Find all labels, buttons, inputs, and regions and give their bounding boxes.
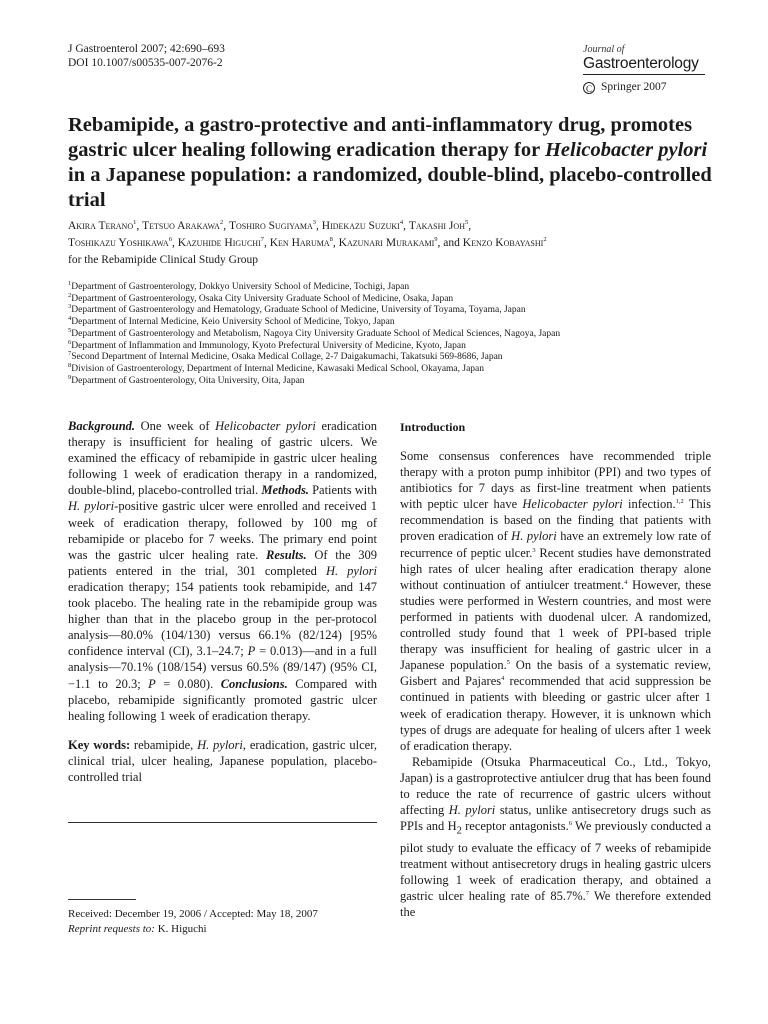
affiliation-text: Department of Gastroenterology, Dokkyo University School of Medicine, Tochigi, Japan <box>71 282 410 292</box>
affiliation-text: Second Department of Internal Medicine, Osaka Medical Collage, 2-7 Daigakumachi, Takatsuki 569-8686, Japan <box>71 352 503 363</box>
copyright-text: Springer 2007 <box>601 81 667 93</box>
affiliation-item <box>68 305 718 317</box>
author-affil-ref: 7 <box>260 236 264 244</box>
author-name: Toshikazu Yoshikawa <box>68 237 169 249</box>
abstract-text: One week of <box>135 419 216 433</box>
affiliation-item <box>68 314 718 329</box>
body-text: We therefore extended the <box>400 889 711 920</box>
affiliation-text: Division of Gastroenterology, Department of Internal Medicine, Kawasaki Medical School, Okayama, Japan <box>71 363 485 374</box>
journal-of-label: Journal of <box>583 44 625 55</box>
affiliation-number: 8 <box>68 361 72 369</box>
body-text: Rebamipide (Otsuka Pharmaceutical Co., Ltd., Tokyo, Japan) is a gastroprotective antiulcer drug that has been found to reduce the rate of recurrence of gastric ulcers without affecting <box>400 754 711 818</box>
keywords-label: Key words: <box>68 737 131 752</box>
section-heading-introduction: Introduction <box>400 420 466 434</box>
affiliation-item <box>68 373 718 388</box>
footnote-divider <box>68 899 136 900</box>
copyright-line <box>583 80 666 94</box>
author-affil-ref: 6 <box>168 236 172 244</box>
article-title <box>68 113 718 213</box>
footnote <box>68 907 377 937</box>
body-text: have an extremely low rate of recurrence of peptic ulcer. <box>400 529 712 560</box>
affiliation-text: Department of Inflammation and Immunology, Kyoto Prefectural University of Medicine, Kyoto, Japan <box>71 340 466 351</box>
study-group: for the Rebamipide Clinical Study Group <box>68 254 259 266</box>
citation-ref: 6 <box>568 820 572 827</box>
abstract-heading-methods: Methods. <box>261 483 309 498</box>
keywords-text: , eradication, gastric ulcer, clinical trial, ulcer healing, Japanese population, placebo-controlled trial <box>68 737 377 784</box>
abstract-italic: P <box>247 644 256 659</box>
keywords-text: rebamipide, <box>130 737 198 752</box>
affiliation-list <box>68 279 718 387</box>
body-text: However, these studies were performed in Western countries, and most were performed in patients with duodenal ulcer. A randomized, controlled study found that 1 week of PPI-based triple therapy was insufficient for healing of gastric ulcer in a Japanese population. <box>400 577 711 673</box>
author-affil-ref: 8 <box>329 236 333 244</box>
abstract-column <box>68 418 377 785</box>
affiliation-item <box>68 291 718 306</box>
abstract-heading-conclusions: Conclusions. <box>220 676 288 691</box>
author-name: Kazunari Murakami <box>338 237 435 249</box>
copyright-icon: C <box>583 82 595 94</box>
abstract-text: -positive gastric ulcer were enrolled and received 1 week of eradication therapy, followed by 100 mg of rebamipide or placebo for 7 weeks. The primary end point was the gastric ulcer healing rate. <box>68 499 377 562</box>
reprint-name: K. Higuchi <box>154 923 207 935</box>
author-affil-ref: 4 <box>399 219 404 227</box>
abstract-text: eradication therapy is insufficient for healing of gastric ulcers. We examined the efficacy of rebamipide in gastric ulcer healing following 1 week of eradication therapy in a randomized, double-blind, placebo-controlled trial. <box>68 419 377 498</box>
abstract-italic: Helicobacter pylori <box>215 419 316 433</box>
author-name: Akira Terano <box>68 220 134 232</box>
abstract-text: = 0.013)—and in a full analysis—70.1% (108/154) versus 60.5% (89/147) (95% CI, −1.1 to 20.3; <box>68 644 378 691</box>
citation-ref: 4 <box>501 675 505 683</box>
author-affil-ref: 9 <box>434 236 438 244</box>
abstract-heading-background: Background. <box>68 419 136 433</box>
abstract-italic: H. pylori <box>68 499 115 514</box>
keywords <box>68 737 377 785</box>
citation-ref: 7 <box>585 889 589 897</box>
author-name: Ken Haruma <box>269 237 330 249</box>
body-text: Recent studies have demonstrated high rates of ulcer healing after eradication therapy alone without continuation of antiulcer treatment. <box>400 545 711 592</box>
title-italic: Helicobacter pylori <box>544 139 708 161</box>
affiliation-item <box>68 326 718 341</box>
affiliation-number: 4 <box>68 314 72 322</box>
affiliation-text: Department of Internal Medicine, Keio University School of Medicine, Tokyo, Japan <box>71 317 395 328</box>
author-affil-ref: 5 <box>464 219 469 227</box>
author-conjunction: and <box>443 237 460 249</box>
affiliation-text: Department of Gastroenterology, Osaka City University Graduate School of Medicine, Osaka, Japan <box>71 293 454 304</box>
abstract-text: = 0.080). <box>155 676 221 691</box>
affiliation-text: Department of Gastroenterology, Oita University, Oita, Japan <box>71 375 305 386</box>
affiliation-number: 3 <box>68 303 72 311</box>
author-name: Tetsuo Arakawa <box>142 220 220 232</box>
body-italic: H. pylori <box>511 529 557 544</box>
citation-ref: 3 <box>532 546 536 554</box>
body-text: We previously conducted a pilot study to evaluate the efficacy of 7 weeks of rebamipide treatment without antisecretory drugs in healing gastric ulcers following 1 week of eradication therapy, and obtained a gastric ulcer healing rate of 85.7%. <box>400 819 711 904</box>
introduction-column <box>400 420 711 920</box>
affiliation-number: 5 <box>68 326 72 334</box>
affiliation-text: Department of Gastroenterology and Metabolism, Nagoya City University Graduate School of Medical Sciences, Nagoya, Japan <box>71 328 561 339</box>
author-affil-ref: 2 <box>543 236 547 244</box>
citation-line: J Gastroenterol 2007; 42:690–693 <box>68 43 225 55</box>
affiliation-number: 6 <box>68 338 72 346</box>
reprint-requests <box>68 922 377 937</box>
body-text: status, unlike antisecretory drugs such as PPIs and H <box>400 803 711 834</box>
body-text: infection. <box>622 497 676 512</box>
abstract-divider <box>68 822 377 823</box>
reprint-label: Reprint requests to: <box>68 923 155 935</box>
affiliation-item <box>68 279 718 294</box>
keywords-italic: H. pylori <box>197 737 243 752</box>
author-list: Akira Terano$^1$, Tetsuo Arakawa$^2$, Toshiro Sugiyama$^3$, Hidekazu Suzuki$^4$, Takashi Joh$^5$, Toshikazu Yoshikawa$^6$, Kazuhide Higuchi$^7$, Ken Haruma$^8$, Kazunari Murakami$^9$, and Kenzo Kobayashi$^2$ for the Rebamipide Clinical Study Group <box>68 219 547 266</box>
author-name: Kazuhide Higuchi <box>177 237 261 249</box>
citation-block <box>68 42 225 70</box>
author-affil-ref: 1 <box>133 219 137 227</box>
body-text: Some consensus conferences have recommended triple therapy with a proton pump inhibitor (PPI) and two types of antibiotics for 7 days as first-line treatment when patients with peptic ulcer have <box>400 449 711 512</box>
affiliation-number: 1 <box>68 279 72 287</box>
author-name: Hidekazu Suzuki <box>321 220 400 232</box>
citation-ref: 4 <box>624 578 628 586</box>
abstract-paragraph <box>68 418 377 724</box>
doi-line: DOI 10.1007/s00535-007-2076-2 <box>68 57 223 69</box>
affiliation-text: Department of Gastroenterology and Hematology, Graduate School of Medicine, University of Toyama, Toyama, Japan <box>71 305 526 316</box>
received-dates: Received: December 19, 2006 / Accepted: May 18, 2007 <box>68 908 318 920</box>
subscript: 2 <box>456 825 462 837</box>
body-paragraph <box>400 754 711 920</box>
affiliation-number: 9 <box>68 373 72 381</box>
journal-logo <box>583 45 705 75</box>
body-italic: H. pylori <box>448 803 496 818</box>
author-affil-ref: 2 <box>219 219 224 227</box>
journal-name: Gastroenterology <box>583 55 699 72</box>
abstract-text: eradication therapy; 154 patients took rebamipide, and 147 took placebo. The healing rate in the rebamipide group was higher than that in the placebo group in the per-protocol analysis—80.0% (104/130) versus 66.1% (82/124) [95% confidence interval (CI), 3.1–24.7; <box>68 579 377 659</box>
affiliation-number: 7 <box>68 350 72 358</box>
abstract-italic: P <box>148 676 156 691</box>
author-affil-ref: 3 <box>312 219 317 227</box>
abstract-text: Patients with <box>308 483 377 498</box>
author-name: Kenzo Kobayashi <box>462 237 544 249</box>
affiliation-number: 2 <box>68 291 72 299</box>
author-name: Takashi Joh <box>408 220 465 232</box>
title-text-end: in a Japanese population: a randomized, double-blind, placebo-controlled trial <box>68 164 712 211</box>
journal-logo-rule <box>583 74 705 75</box>
author-name: Toshiro Sugiyama <box>228 220 313 232</box>
abstract-italic: H. pylori <box>325 563 377 578</box>
citation-ref: 5 <box>506 659 511 667</box>
body-paragraph <box>400 448 711 754</box>
affiliation-item <box>68 338 718 353</box>
body-text: recommended that acid suppression be continued in patients with bleeding or gastric ulcer after 1 week of eradication therapy. However, it is unknown which types of drugs are adequate for healing of ulcers after 1 week of eradication therapy. <box>400 674 711 753</box>
abstract-text: Compared with placebo, rebamipide significantly promoted gastric ulcer healing following 1 week of eradication therapy. <box>68 676 377 723</box>
body-text: On the basis of a systematic review, Gisbert and Pajares <box>400 658 711 689</box>
body-text: This recommendation is based on the finding that patients with proven eradication of <box>400 497 711 544</box>
body-italic: Helicobacter pylori <box>522 497 623 512</box>
abstract-text: Of the 309 patients entered in the trial, 301 completed <box>68 547 377 578</box>
body-text: receptor antagonists. <box>461 819 569 834</box>
abstract-heading-results: Results. <box>265 547 307 562</box>
affiliation-item <box>68 352 718 364</box>
affiliation-item <box>68 361 718 376</box>
title-text: Rebamipide, a gastro-protective and anti-inflammatory drug, promotes gastric ulcer healing following eradication therapy for <box>68 114 693 161</box>
citation-ref: 1,2 <box>675 498 684 506</box>
